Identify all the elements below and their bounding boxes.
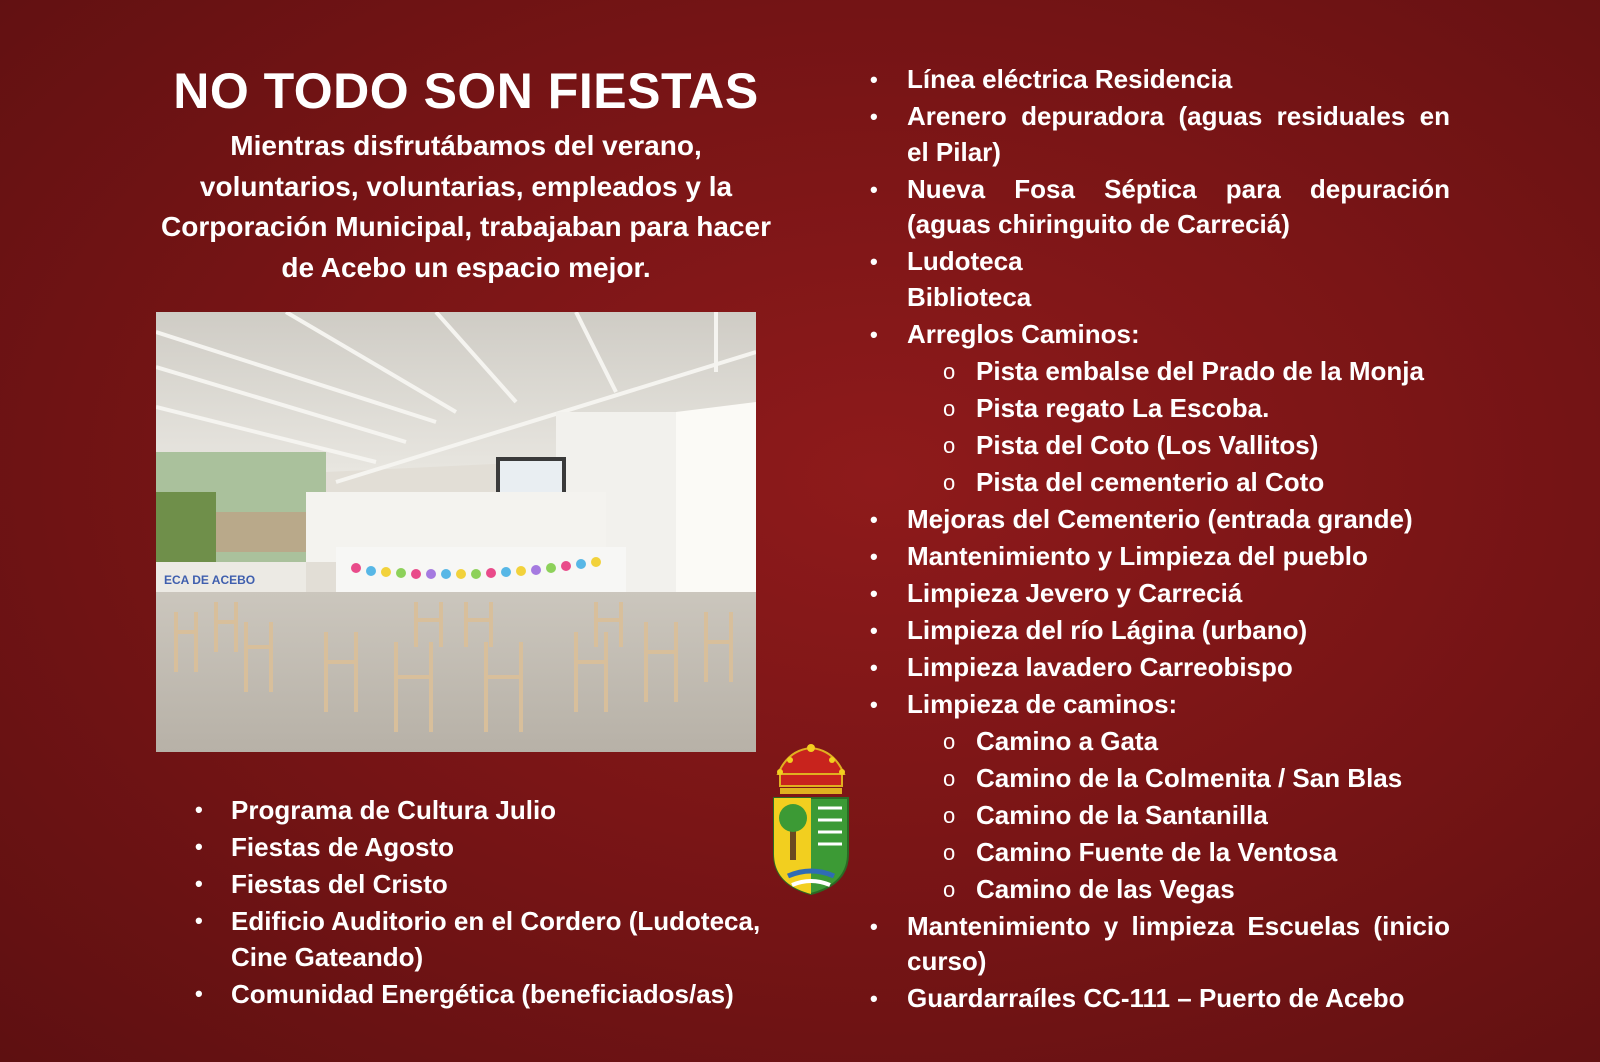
list-item: • Limpieza de caminos:	[870, 687, 1450, 723]
sub-list-item: o Camino de la Colmenita / San Blas	[870, 761, 1450, 797]
sub-list-item: o Pista regato La Escoba.	[870, 391, 1450, 427]
list-item: • Programa de Cultura Julio	[195, 792, 785, 828]
list-item: • Ludoteca	[870, 244, 1450, 280]
sub-list-item: o Camino de las Vegas	[870, 872, 1450, 908]
sub-list-item: o Camino a Gata	[870, 724, 1450, 760]
list-item: • Mejoras del Cementerio (entrada grande)	[870, 502, 1450, 538]
sub-list-item: o Camino de la Santanilla	[870, 798, 1450, 834]
coat-of-arms-icon	[768, 744, 854, 900]
list-item: • Arreglos Caminos:	[870, 317, 1450, 353]
svg-text:ECA DE ACEBO: ECA DE ACEBO	[164, 573, 256, 587]
page-title: NO TODO SON FIESTAS	[173, 63, 759, 119]
works-list	[870, 62, 1450, 1018]
list-item: • Guardarraíles CC-111 – Puerto de Acebo	[870, 981, 1450, 1017]
list-item: Biblioteca	[907, 281, 1032, 312]
intro-text: Mientras disfrutábamos del verano, voluntarios, voluntarias, empleados y la Corporación Municipal, trabajaban para hacer de Acebo un espacio mejor.	[161, 130, 771, 283]
list-item: • Limpieza lavadero Carreobispo	[870, 650, 1450, 686]
list-item: • Edificio Auditorio en el Cordero (Ludoteca, Cine Gateando)	[195, 903, 785, 975]
sub-list-item: o Pista embalse del Prado de la Monja	[870, 354, 1450, 390]
list-item: • Limpieza del río Lágina (urbano)	[870, 613, 1450, 649]
list-item: • Limpieza Jevero y Carreciá	[870, 576, 1450, 612]
list-item: • Fiestas del Cristo	[195, 866, 785, 902]
list-item: • Mantenimiento y Limpieza del pueblo	[870, 539, 1450, 575]
events-list	[195, 792, 785, 1013]
sub-list-item: o Pista del Coto (Los Vallitos)	[870, 428, 1450, 464]
list-item: • Fiestas de Agosto	[195, 829, 785, 865]
list-item: • Nueva Fosa Séptica para depuración (aguas chiringuito de Carreciá)	[870, 172, 1450, 243]
list-item: • Mantenimiento y limpieza Escuelas (inicio curso)	[870, 909, 1450, 980]
auditorium-photo	[156, 312, 756, 752]
list-item: • Comunidad Energética (beneficiados/as)	[195, 976, 785, 1012]
list-item: • Arenero depuradora (aguas residuales en el Pilar)	[870, 99, 1450, 170]
sub-list-item: o Camino Fuente de la Ventosa	[870, 835, 1450, 871]
list-item: • Línea eléctrica Residencia	[870, 62, 1450, 98]
sub-list-item: o Pista del cementerio al Coto	[870, 465, 1450, 501]
